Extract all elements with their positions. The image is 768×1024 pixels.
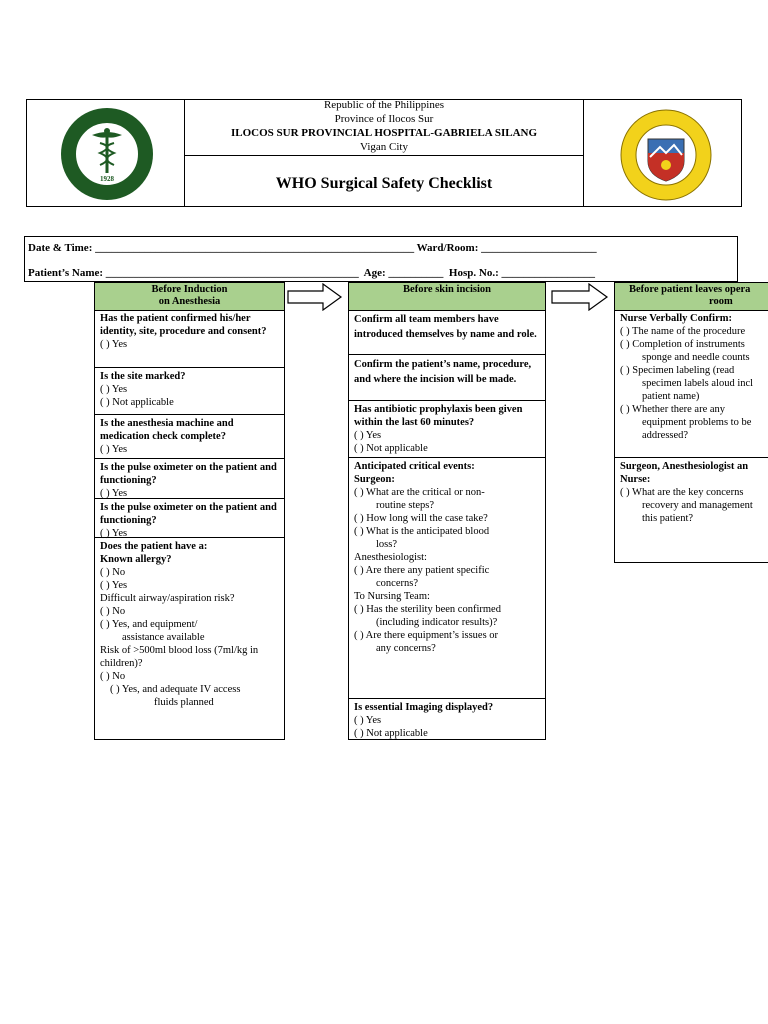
col2-cell-team: Confirm all team members have introduced themselves by name and role.: [349, 310, 545, 355]
col3-header: [614, 282, 768, 311]
option-yes: ( ) Yes: [354, 715, 382, 726]
option: ( ) Are there any patient specific: [354, 565, 490, 576]
col1-cell-anesthesia-check: [95, 415, 284, 459]
option-cont: this patient?: [642, 513, 694, 524]
option-no: ( ) No: [100, 671, 126, 682]
col2-cell-critical-events: [349, 458, 545, 699]
option-yes: ( ) Yes: [100, 528, 128, 539]
option-cont: addressed?: [642, 430, 689, 441]
col3-cell-nurse-confirm: [615, 310, 768, 458]
option-cont: specimen labels aloud incl: [642, 378, 754, 389]
question-cont: Nurse:: [620, 474, 651, 485]
col1-cell-pulse-oximeter-2: [95, 499, 284, 538]
question: Anticipated critical events:: [354, 461, 475, 472]
flow-arrow-icon: [287, 283, 343, 311]
option: ( ) Whether there are any: [620, 404, 726, 415]
option-yes-iv: ( ) Yes, and adequate IV access: [110, 684, 241, 695]
option-na: ( ) Not applicable: [354, 728, 428, 739]
option: ( ) Are there equipment’s issues or: [354, 630, 499, 641]
option-cont: routine steps?: [376, 500, 435, 511]
option-na: ( ) Not applicable: [100, 397, 174, 408]
option-cont: equipment problems to be: [642, 417, 752, 428]
logo-year: 1928: [100, 175, 114, 183]
question: Has the patient confirmed his/her identity, site, procedure and consent?: [100, 313, 267, 337]
option: ( ) Completion of instruments: [620, 339, 745, 350]
option-na: ( ) Not applicable: [354, 443, 428, 454]
header-line-province: Province of Ilocos Sur: [334, 113, 434, 125]
col1-cell-identity: [95, 310, 284, 368]
option: ( ) How long will the case take?: [354, 513, 488, 524]
question: Is the anesthesia machine and medication check complete?: [100, 418, 234, 442]
question-allergy: Known allergy?: [100, 554, 172, 565]
surgeon-label: Surgeon:: [354, 474, 395, 485]
col3-header-line1: Before patient leaves opera: [629, 284, 751, 295]
option-cont: patient name): [642, 391, 700, 402]
question: Nurse Verbally Confirm:: [620, 313, 732, 324]
option-yes: ( ) Yes: [100, 444, 128, 455]
col1-cell-site-marked: [95, 368, 284, 415]
option: ( ) The name of the procedure: [620, 326, 746, 337]
col2-cell-imaging: [349, 699, 545, 740]
page-title: WHO Surgical Safety Checklist: [275, 175, 493, 192]
patient-name-line: Patient’s Name: ______________________________________________ Age: __________ Hosp. No.: _________________: [28, 267, 595, 279]
option-yes-equipment-cont: assistance available: [122, 632, 205, 643]
option-yes: ( ) Yes: [100, 339, 128, 350]
option-yes: ( ) Yes: [100, 384, 128, 395]
col2-cell-antibiotic: [349, 401, 545, 458]
col1-cell-allergy: [95, 538, 284, 738]
header-line-city: Vigan City: [360, 141, 408, 153]
question-airway: Difficult airway/aspiration risk?: [100, 593, 235, 604]
option-cont: recovery and management: [642, 500, 753, 511]
header-divider: [184, 155, 584, 156]
anesthesiologist-label: Anesthesiologist:: [354, 552, 427, 563]
option: ( ) Has the sterility been confirmed: [354, 604, 501, 615]
col3-cell-team-confirm: [615, 458, 768, 563]
option-cont: sponge and needle counts: [642, 352, 750, 363]
option: ( ) What is the anticipated blood: [354, 526, 490, 537]
col3-header-line2: room: [709, 296, 733, 307]
col1-body: [94, 310, 285, 740]
question: Is the pulse oximeter on the patient and functioning?: [100, 502, 277, 526]
question: Surgeon, Anesthesiologist an: [620, 461, 749, 472]
province-seal: [620, 109, 712, 201]
date-time-ward-line: Date & Time: __________________________________________________________ Ward/Room: _____________________: [28, 242, 597, 254]
option-no: ( ) No: [100, 567, 126, 578]
col2-cell-patient-name: Confirm the patient’s name, procedure, and where the incision will be made.: [349, 355, 545, 401]
option: ( ) What are the critical or non-: [354, 487, 485, 498]
option-yes: ( ) Yes: [100, 580, 128, 591]
question: Does the patient have a:: [100, 541, 208, 552]
header-line-republic: Republic of the Philippines: [323, 99, 445, 111]
hospital-logo: [60, 107, 154, 201]
option-cont: any concerns?: [376, 643, 436, 654]
question-blood-loss: Risk of >500ml blood loss (7ml/kg in children)?: [100, 645, 259, 669]
question: Has antibiotic prophylaxis been given within the last 60 minutes?: [354, 404, 523, 428]
question: Is essential Imaging displayed?: [354, 702, 494, 713]
option-no: ( ) No: [100, 606, 126, 617]
option-yes-iv-cont: fluids planned: [154, 697, 214, 708]
option-cont: (including indicator results)?: [376, 617, 498, 628]
option-cont: loss?: [376, 539, 397, 550]
col2-body: [348, 310, 546, 740]
col3-body: [614, 310, 768, 563]
col2-header: Before skin incision: [348, 282, 546, 311]
option-cont: concerns?: [376, 578, 418, 589]
header-line-hospital: ILOCOS SUR PROVINCIAL HOSPITAL-GABRIELA SILANG: [230, 127, 538, 139]
nursing-team-label: To Nursing Team:: [354, 591, 430, 602]
option-yes: ( ) Yes: [354, 430, 382, 441]
option-yes: ( ) Yes: [100, 488, 128, 499]
option: ( ) What are the key concerns: [620, 487, 744, 498]
option: ( ) Specimen labeling (read: [620, 365, 735, 376]
option-yes-equipment: ( ) Yes, and equipment/: [100, 619, 198, 630]
flow-arrow-icon: [551, 283, 609, 311]
question: Is the pulse oximeter on the patient and functioning?: [100, 462, 277, 486]
col1-cell-pulse-oximeter: [95, 459, 284, 499]
question: Is the site marked?: [100, 371, 186, 382]
col1-header: Before Induction on Anesthesia: [94, 282, 285, 311]
